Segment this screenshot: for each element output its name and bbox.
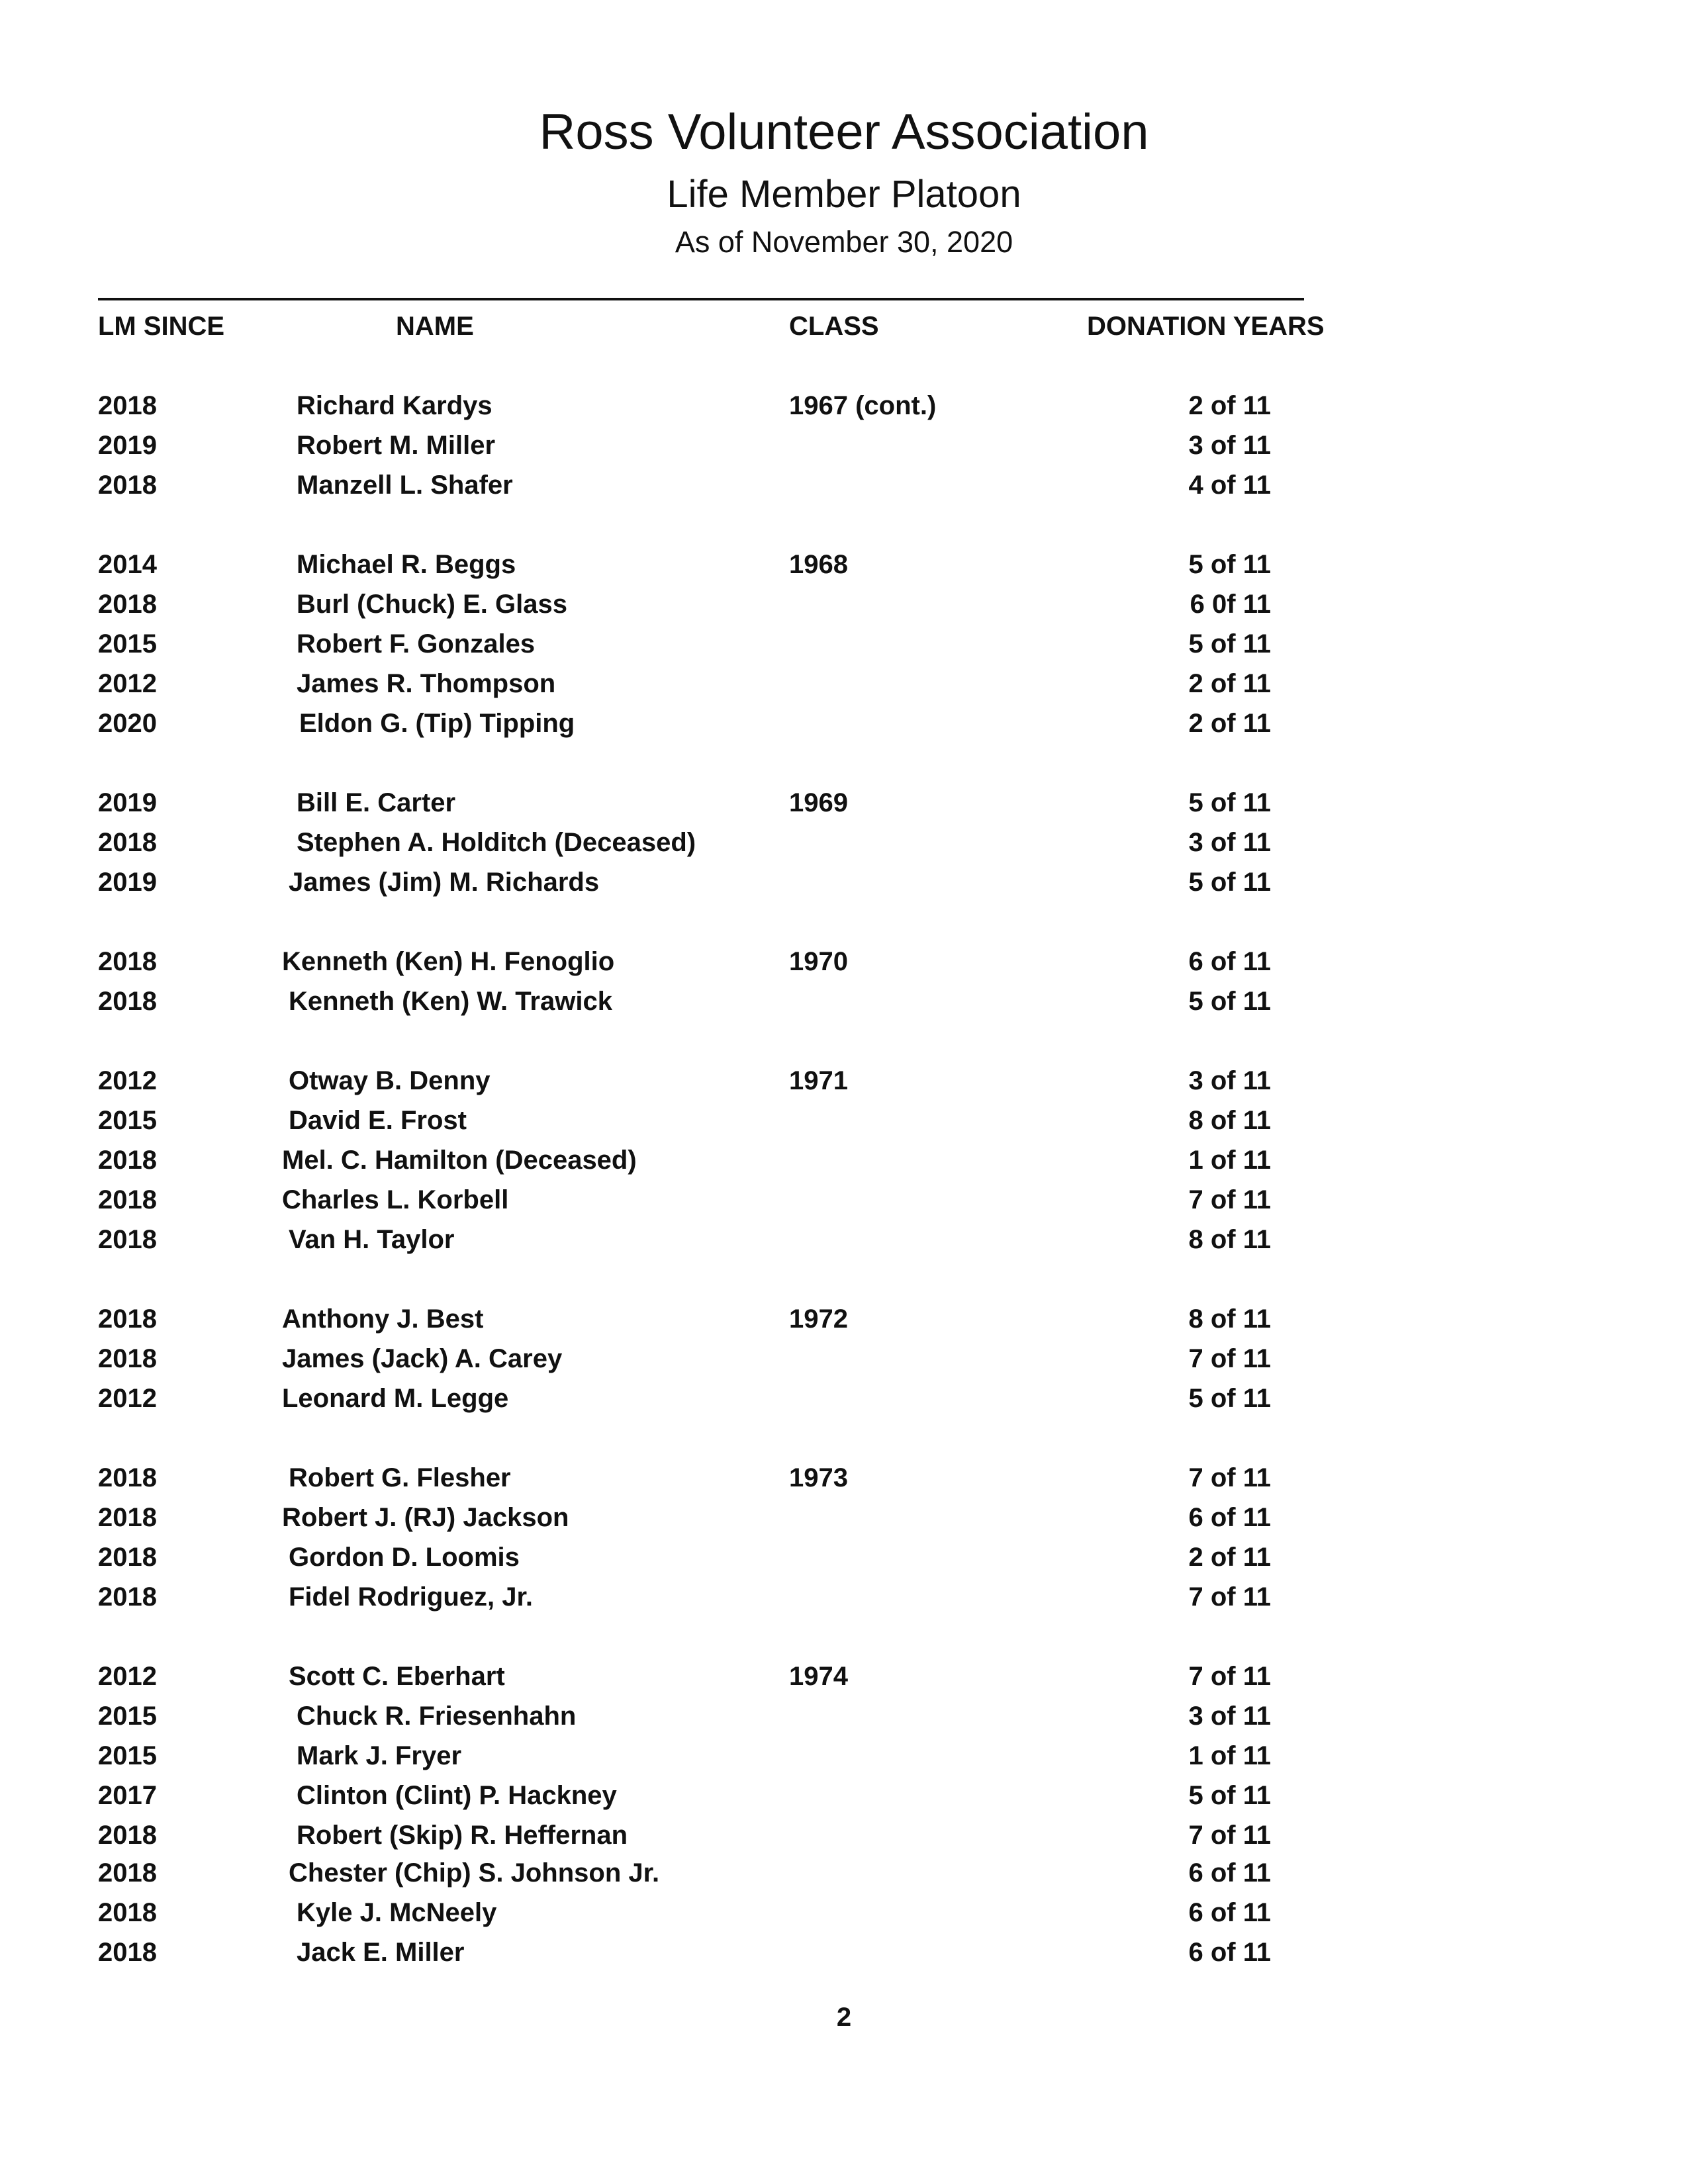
donation-years-cell: 8 of 11 bbox=[1188, 1304, 1271, 1334]
lm-since-cell: 2015 bbox=[98, 1702, 157, 1731]
lm-since-cell: 2019 bbox=[98, 868, 157, 897]
lm-since-cell: 2018 bbox=[98, 1146, 157, 1175]
lm-since-cell: 2018 bbox=[98, 1463, 157, 1492]
name-cell: Robert M. Miller bbox=[297, 431, 496, 460]
donation-years-cell: 3 of 11 bbox=[1188, 431, 1271, 460]
name-cell: Robert (Skip) R. Heffernan bbox=[297, 1821, 628, 1850]
table-row bbox=[0, 864, 1688, 903]
lm-since-cell: 2018 bbox=[98, 391, 157, 420]
document-title: Ross Volunteer Association bbox=[539, 104, 1149, 160]
name-cell: Anthony J. Best bbox=[282, 1304, 484, 1334]
name-cell: James R. Thompson bbox=[297, 669, 556, 698]
donation-years-cell: 7 of 11 bbox=[1188, 1582, 1271, 1612]
table-row bbox=[0, 467, 1688, 506]
table-row bbox=[0, 1658, 1688, 1698]
page-number: 2 bbox=[836, 2003, 852, 2032]
table-row bbox=[0, 1817, 1688, 1856]
donation-years-cell: 4 of 11 bbox=[1188, 471, 1271, 500]
table-row bbox=[0, 1698, 1688, 1737]
column-header-donation-years: DONATION YEARS bbox=[1087, 312, 1325, 341]
donation-years-cell: 7 of 11 bbox=[1188, 1662, 1271, 1691]
donation-years-cell: 3 of 11 bbox=[1188, 828, 1271, 857]
table-row bbox=[0, 1539, 1688, 1578]
donation-years-cell: 8 of 11 bbox=[1188, 1225, 1271, 1254]
donation-years-cell: 7 of 11 bbox=[1188, 1821, 1271, 1850]
name-cell: Kenneth (Ken) H. Fenoglio bbox=[282, 947, 615, 976]
lm-since-cell: 2018 bbox=[98, 1185, 157, 1214]
donation-years-cell: 2 of 11 bbox=[1188, 669, 1271, 698]
name-cell: Gordon D. Loomis bbox=[289, 1543, 520, 1572]
lm-since-cell: 2012 bbox=[98, 1384, 157, 1413]
table-row bbox=[0, 784, 1688, 824]
name-cell: Jack E. Miller bbox=[297, 1938, 465, 1967]
table-row bbox=[0, 1142, 1688, 1181]
table-row bbox=[0, 387, 1688, 427]
donation-years-cell: 1 of 11 bbox=[1188, 1146, 1271, 1175]
table-row bbox=[0, 586, 1688, 625]
name-cell: Eldon G. (Tip) Tipping bbox=[299, 709, 575, 738]
name-cell: Michael R. Beggs bbox=[297, 550, 516, 579]
table-row bbox=[0, 1459, 1688, 1499]
table-row bbox=[0, 983, 1688, 1023]
name-cell: Chester (Chip) S. Johnson Jr. bbox=[289, 1858, 660, 1888]
lm-since-cell: 2014 bbox=[98, 550, 157, 579]
lm-since-cell: 2018 bbox=[98, 1858, 157, 1888]
name-cell: Robert J. (RJ) Jackson bbox=[282, 1503, 569, 1532]
donation-years-cell: 6 of 11 bbox=[1188, 1938, 1271, 1967]
column-header-lm-since: LM SINCE bbox=[98, 312, 225, 341]
document-subtitle: Life Member Platoon bbox=[667, 173, 1021, 216]
table-row bbox=[0, 705, 1688, 745]
name-cell: Mark J. Fryer bbox=[297, 1741, 462, 1770]
table-row bbox=[0, 546, 1688, 586]
lm-since-cell: 2012 bbox=[98, 1066, 157, 1095]
donation-years-cell: 6 of 11 bbox=[1188, 947, 1271, 976]
donation-years-cell: 6 of 11 bbox=[1188, 1503, 1271, 1532]
name-cell: James (Jim) M. Richards bbox=[289, 868, 600, 897]
table-row bbox=[0, 625, 1688, 665]
table-row bbox=[0, 1777, 1688, 1817]
column-header-class: CLASS bbox=[789, 312, 879, 341]
table-row bbox=[0, 943, 1688, 983]
donation-years-cell: 1 of 11 bbox=[1188, 1741, 1271, 1770]
table-row bbox=[0, 824, 1688, 864]
lm-since-cell: 2012 bbox=[98, 669, 157, 698]
table-row bbox=[0, 1102, 1688, 1142]
donation-years-cell: 8 of 11 bbox=[1188, 1106, 1271, 1135]
table-row bbox=[0, 1578, 1688, 1618]
name-cell: Robert F. Gonzales bbox=[297, 629, 536, 659]
donation-years-cell: 6 of 11 bbox=[1188, 1898, 1271, 1927]
lm-since-cell: 2018 bbox=[98, 1225, 157, 1254]
column-header-name: NAME bbox=[396, 312, 474, 341]
lm-since-cell: 2018 bbox=[98, 1938, 157, 1967]
lm-since-cell: 2018 bbox=[98, 1821, 157, 1850]
table-row bbox=[0, 1380, 1688, 1420]
name-cell: Mel. C. Hamilton (Deceased) bbox=[282, 1146, 637, 1175]
class-cell: 1974 bbox=[789, 1662, 848, 1691]
donation-years-cell: 5 of 11 bbox=[1188, 788, 1271, 817]
donation-years-cell: 5 of 11 bbox=[1188, 629, 1271, 659]
name-cell: Scott C. Eberhart bbox=[289, 1662, 505, 1691]
name-cell: James (Jack) A. Carey bbox=[282, 1344, 563, 1373]
lm-since-cell: 2018 bbox=[98, 987, 157, 1016]
header-rule bbox=[98, 298, 1304, 300]
name-cell: Van H. Taylor bbox=[289, 1225, 455, 1254]
lm-since-cell: 2015 bbox=[98, 1106, 157, 1135]
name-cell: Richard Kardys bbox=[297, 391, 492, 420]
table-row bbox=[0, 1300, 1688, 1340]
name-cell: David E. Frost bbox=[289, 1106, 467, 1135]
lm-since-cell: 2018 bbox=[98, 1898, 157, 1927]
donation-years-cell: 3 of 11 bbox=[1188, 1702, 1271, 1731]
lm-since-cell: 2018 bbox=[98, 947, 157, 976]
donation-years-cell: 7 of 11 bbox=[1188, 1463, 1271, 1492]
class-cell: 1972 bbox=[789, 1304, 848, 1334]
name-cell: Charles L. Korbell bbox=[282, 1185, 509, 1214]
class-cell: 1969 bbox=[789, 788, 848, 817]
lm-since-cell: 2015 bbox=[98, 629, 157, 659]
class-cell: 1968 bbox=[789, 550, 848, 579]
lm-since-cell: 2019 bbox=[98, 431, 157, 460]
donation-years-cell: 6 of 11 bbox=[1188, 1858, 1271, 1888]
donation-years-cell: 7 of 11 bbox=[1188, 1344, 1271, 1373]
name-cell: Leonard M. Legge bbox=[282, 1384, 509, 1413]
table-row bbox=[0, 427, 1688, 467]
lm-since-cell: 2018 bbox=[98, 1582, 157, 1612]
table-row bbox=[0, 1340, 1688, 1380]
table-row bbox=[0, 1499, 1688, 1539]
name-cell: Manzell L. Shafer bbox=[297, 471, 513, 500]
name-cell: Fidel Rodriguez, Jr. bbox=[289, 1582, 533, 1612]
name-cell: Clinton (Clint) P. Hackney bbox=[297, 1781, 617, 1810]
lm-since-cell: 2018 bbox=[98, 1543, 157, 1572]
lm-since-cell: 2018 bbox=[98, 1304, 157, 1334]
lm-since-cell: 2015 bbox=[98, 1741, 157, 1770]
donation-years-cell: 6 0f 11 bbox=[1190, 590, 1271, 619]
class-cell: 1973 bbox=[789, 1463, 848, 1492]
table-row bbox=[0, 1737, 1688, 1777]
class-cell: 1971 bbox=[789, 1066, 848, 1095]
class-cell: 1970 bbox=[789, 947, 848, 976]
name-cell: Kyle J. McNeely bbox=[297, 1898, 497, 1927]
donation-years-cell: 7 of 11 bbox=[1188, 1185, 1271, 1214]
lm-since-cell: 2018 bbox=[98, 471, 157, 500]
lm-since-cell: 2020 bbox=[98, 709, 157, 738]
donation-years-cell: 2 of 11 bbox=[1188, 709, 1271, 738]
lm-since-cell: 2017 bbox=[98, 1781, 157, 1810]
class-cell: 1967 (cont.) bbox=[789, 391, 937, 420]
name-cell: Bill E. Carter bbox=[297, 788, 456, 817]
donation-years-cell: 2 of 11 bbox=[1188, 391, 1271, 420]
donation-years-cell: 5 of 11 bbox=[1188, 868, 1271, 897]
lm-since-cell: 2018 bbox=[98, 1344, 157, 1373]
donation-years-cell: 5 of 11 bbox=[1188, 1781, 1271, 1810]
name-cell: Chuck R. Friesenhahn bbox=[297, 1702, 577, 1731]
lm-since-cell: 2019 bbox=[98, 788, 157, 817]
table-row bbox=[0, 1181, 1688, 1221]
table-row bbox=[0, 1934, 1688, 1974]
name-cell: Otway B. Denny bbox=[289, 1066, 491, 1095]
name-cell: Stephen A. Holditch (Deceased) bbox=[297, 828, 696, 857]
as-of-date: As of November 30, 2020 bbox=[675, 225, 1013, 259]
table-row bbox=[0, 1062, 1688, 1102]
name-cell: Robert G. Flesher bbox=[289, 1463, 511, 1492]
name-cell: Kenneth (Ken) W. Trawick bbox=[289, 987, 612, 1016]
donation-years-cell: 5 of 11 bbox=[1188, 550, 1271, 579]
table-row bbox=[0, 1894, 1688, 1934]
table-row bbox=[0, 1854, 1688, 1894]
name-cell: Burl (Chuck) E. Glass bbox=[297, 590, 567, 619]
donation-years-cell: 3 of 11 bbox=[1188, 1066, 1271, 1095]
donation-years-cell: 5 of 11 bbox=[1188, 987, 1271, 1016]
donation-years-cell: 2 of 11 bbox=[1188, 1543, 1271, 1572]
table-row bbox=[0, 665, 1688, 705]
lm-since-cell: 2018 bbox=[98, 1503, 157, 1532]
donation-years-cell: 5 of 11 bbox=[1188, 1384, 1271, 1413]
lm-since-cell: 2018 bbox=[98, 828, 157, 857]
lm-since-cell: 2018 bbox=[98, 590, 157, 619]
table-row bbox=[0, 1221, 1688, 1261]
lm-since-cell: 2012 bbox=[98, 1662, 157, 1691]
